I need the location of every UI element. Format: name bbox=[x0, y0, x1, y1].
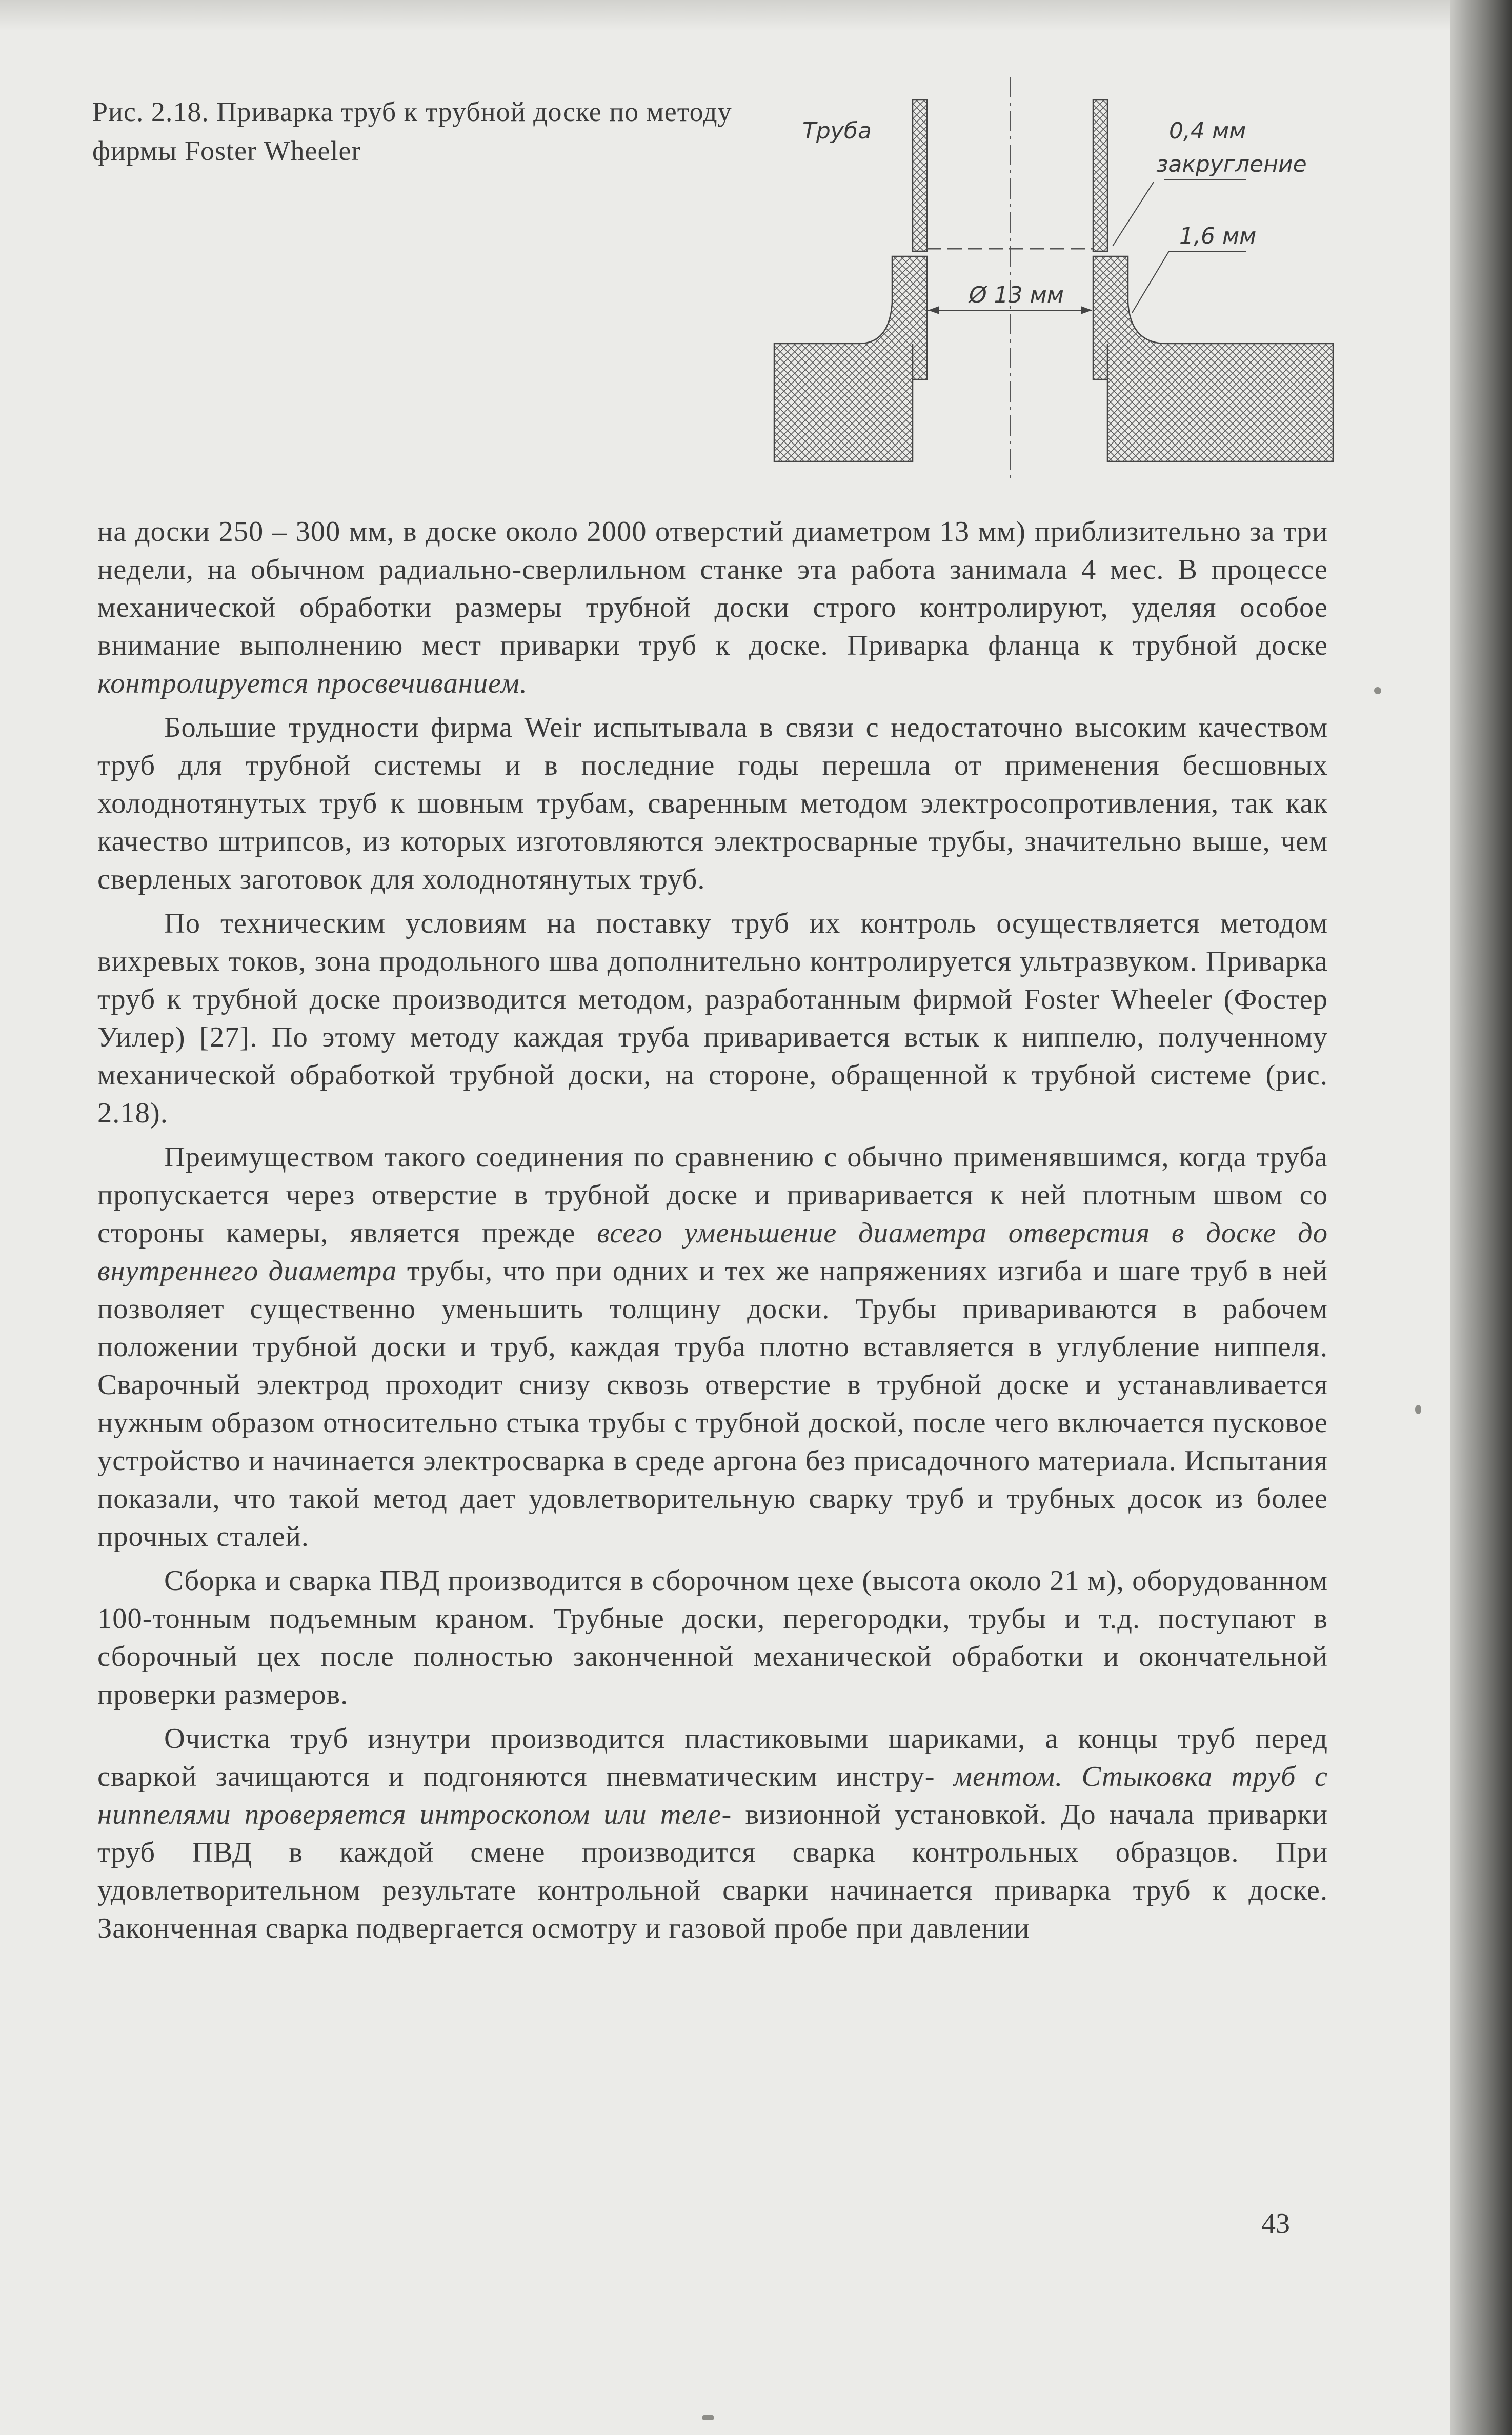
paragraph-4 bbox=[97, 1138, 1328, 1556]
figure-caption: Рис. 2.18. Приварка труб к трубной доске по методу фирмы Foster Wheeler bbox=[92, 96, 732, 166]
book-spine-edge bbox=[1450, 0, 1512, 2435]
label-pipe: Труба bbox=[802, 118, 872, 144]
label-thickness: 1,6 мм bbox=[1179, 223, 1257, 249]
page-number: 43 bbox=[1261, 2208, 1290, 2240]
scan-dot bbox=[1415, 1405, 1421, 1414]
paragraph-4-text-b: трубы, что при одних и тех же напряжениях изгиба и шаге труб в ней позволяет существенно уменьшить толщину доски. Трубы привариваются в рабочем положении трубной доски и труб, каждая труба плотно вставляется в углубление ниппеля. Сварочный электрод проходит снизу сквозь отверстие в трубной доске и устанавливается нужным образом относительно стыка трубы с трубной доской, после чего включается пусковое устройство и начинается электросварка в среде аргона без присадочного материала. Испытания показали, что такой метод дает удовлетворительную сварку труб и трубных досок из более прочных сталей. bbox=[97, 1255, 1328, 1553]
label-rounding-word: закругление bbox=[1156, 151, 1307, 177]
rounding-leader bbox=[1113, 182, 1154, 246]
paragraph-3: По техническим условиям на поставку труб их контроль осуществляется методом вихревых токов, зона продольного шва дополнительно контролируется ультразвуком. Приварка труб к трубной доске производится методом, разработанным фирмой Foster Wheeler (Фостер Уилер) [27]. По этому методу каждая труба приваривается встык к ниппелю, полученному механической обработкой трубной доски, на стороне, обращенной к трубной системе (рис. 2.18). bbox=[97, 908, 1328, 1129]
paragraph-1-text: на доски 250 – 300 мм, в доске около 2000 отверстий диаметром 13 мм) приблизительно за три недели, на обычном радиально-сверлильном станке эта работа занимала 4 мес. В процессе механической обработки размеры трубной доски строго контролируют, уделяя особое внимание выполнению мест приварки труб к доске. Приварка фланца к трубной доске bbox=[97, 516, 1328, 661]
paragraph-6-text-b: визионной установкой. До начала приварки труб ПВД в каждой смене производится сварка контрольных образцов. При удовлетворительном результате контрольной сварки начинается приварка труб к доске. Законченная сварка подвергается осмотру и газовой пробе при давлении bbox=[97, 1799, 1328, 1944]
paragraph-6-italic: ментом. Стыковка труб с ниппелями проверяется интроскопом или теле- bbox=[97, 1761, 1328, 1830]
body-text bbox=[97, 513, 1328, 1954]
figure-pipe-weld-diagram bbox=[759, 72, 1348, 492]
paragraph-4-text-a: Преимуществом такого соединения по сравнению с обычно применявшимся, когда труба пропускается через отверстие в трубной доске и приваривается к ней плотным швом со стороны камеры, является прежде bbox=[97, 1141, 1328, 1249]
label-rounding-value: 0,4 мм bbox=[1169, 118, 1246, 144]
paragraph-2: Большие трудности фирма Weir испытывала в связи с недостаточно высоким качеством труб для трубной системы и в последние годы перешла от применения бесшовных холоднотянутых труб к шовным трубам, сваренным методом электросопротивления, так как качество штрипсов, из которых изготовляются электросварные трубы, значительно выше, чем сверленых заготовок для холоднотянутых труб. bbox=[97, 712, 1328, 895]
pipe-right-wall bbox=[1093, 100, 1107, 251]
page-shadow bbox=[0, 0, 1450, 31]
paragraph-4-italic: всего уменьшение диаметра отверстия в доске до внутреннего диаметра bbox=[97, 1217, 1328, 1287]
scan-dot bbox=[1374, 687, 1381, 694]
paragraph-6-text-a: Очистка труб изнутри производится пластиковыми шариками, а концы труб перед сваркой зачищаются и подгоняются пневматическим инстру- bbox=[97, 1723, 1328, 1793]
paragraph-6 bbox=[97, 1720, 1328, 1947]
tube-sheet-left bbox=[774, 256, 927, 461]
paragraph-5: Сборка и сварка ПВД производится в сборочном цехе (высота около 21 м), оборудованном 100-тонным подъемным краном. Трубные доски, перегородки, трубы и т.д. поступают в сборочный цех после полностью законченной механической обработки и окончательной проверки размеров. bbox=[97, 1565, 1328, 1710]
pipe-left-wall bbox=[913, 100, 927, 251]
scan-dot bbox=[702, 2415, 714, 2420]
tube-sheet-right bbox=[1093, 256, 1333, 461]
label-diameter: Ø 13 мм bbox=[969, 282, 1064, 308]
paragraph-1 bbox=[97, 513, 1328, 702]
thickness-leader bbox=[1132, 251, 1169, 313]
paragraph-1-italic: контролируется просвечиванием. bbox=[97, 668, 528, 699]
